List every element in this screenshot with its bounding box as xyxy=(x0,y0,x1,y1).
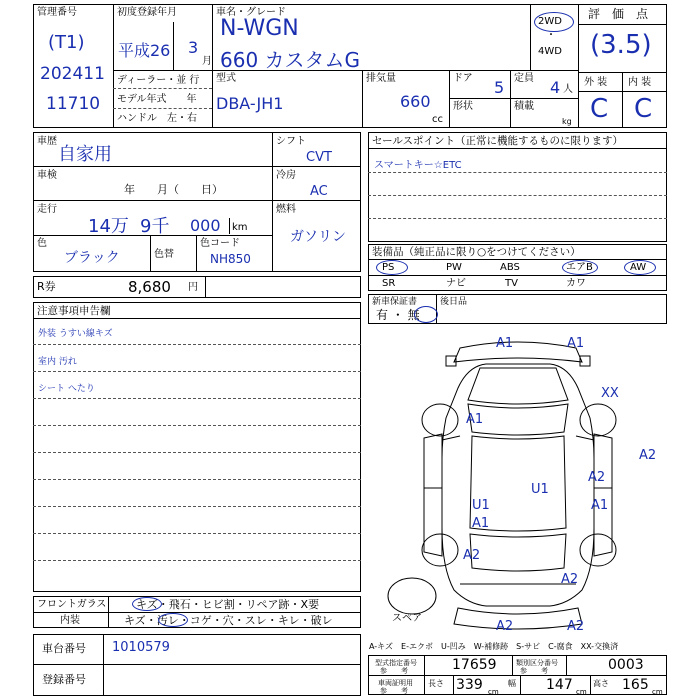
mark-a2-right-side: A2 xyxy=(639,448,657,463)
glass-circle xyxy=(132,597,162,611)
score-label: 評 価 点 xyxy=(588,7,649,21)
ps-circle xyxy=(376,260,408,275)
spare-tire xyxy=(388,578,436,614)
length-value: 339 xyxy=(456,677,483,693)
door-label: ドア xyxy=(453,73,473,84)
later-label: 後日品 xyxy=(440,297,468,307)
mileage-b: 9千 xyxy=(140,216,170,237)
shift-label: シフト xyxy=(276,136,306,147)
type-value: DBA-JH1 xyxy=(216,94,284,113)
mark-a2-right-door: A2 xyxy=(588,470,606,485)
capacity-unit: 人 xyxy=(563,84,573,95)
capacity-label: 定員 xyxy=(514,73,534,84)
drive-2wd: 2WD xyxy=(538,16,562,27)
car-grade: 660 カスタムG xyxy=(220,48,361,72)
load-label: 積載 xyxy=(514,101,534,112)
mark-a2-rear-right: A2 xyxy=(567,619,585,634)
equip-sr: SR xyxy=(382,278,396,289)
class-no-sub: 参 考 xyxy=(520,667,548,675)
reg-month-unit: 月 xyxy=(202,56,212,67)
recolor-label: 色替 xyxy=(154,249,174,260)
shift-value: CVT xyxy=(306,150,332,165)
recycle-label: R券 xyxy=(37,280,56,293)
body-outline xyxy=(442,364,594,606)
equipment-label: 装備品（純正品に限り○をつけてください） xyxy=(372,246,581,258)
width-unit: cm xyxy=(576,688,587,696)
registration-label: 登録番号 xyxy=(42,673,86,686)
wheel-fr xyxy=(580,404,616,436)
cert-label: 車両証明用 xyxy=(378,679,413,687)
rear-window xyxy=(470,534,566,571)
interior-grade: C xyxy=(634,94,653,124)
color-value: ブラック xyxy=(64,250,120,266)
kg-unit: kg xyxy=(562,117,572,126)
notes-frame xyxy=(33,302,361,592)
fuel-value: ガソリン xyxy=(290,229,346,245)
mgmt-code: (T1) xyxy=(48,32,85,53)
note-line-3: シート へたり xyxy=(38,384,95,394)
displacement-label: 排気量 xyxy=(366,73,396,84)
score-value: (3.5) xyxy=(590,30,652,60)
warranty-circle xyxy=(414,306,438,323)
drive-4wd: 4WD xyxy=(538,46,562,57)
length-unit: cm xyxy=(488,688,499,696)
sales-point: スマートキー☆ETC xyxy=(374,160,462,171)
equip-airbag: エアB xyxy=(566,262,593,273)
mark-a1-right-rear: A1 xyxy=(591,498,609,513)
capacity-value: 4 xyxy=(550,78,561,97)
equip-pw: PW xyxy=(446,262,462,273)
car-name: N-WGN xyxy=(220,16,299,41)
width-value: 147 xyxy=(546,677,573,693)
reg-label: 初度登録年月 xyxy=(117,7,177,18)
spare-label: スペア xyxy=(392,613,422,624)
glass-text: キズ・飛石・ヒビ割・リペア跡・X要 xyxy=(136,598,320,611)
note-line-2: 室内 汚れ xyxy=(38,357,77,367)
height-label: 高さ xyxy=(593,679,609,688)
handle-label: ハンドル 左・右 xyxy=(117,113,197,124)
sales-label: セールスポイント（正常に機能するものに限ります） xyxy=(372,135,624,147)
mark-a1-front-left: A1 xyxy=(496,336,514,351)
mark-a1-left-fender: A1 xyxy=(466,412,484,427)
mark-a2-rear-left: A2 xyxy=(496,619,514,634)
dealer-label: ディーラー・並 行 xyxy=(117,75,200,86)
chassis-value: 1010579 xyxy=(112,640,170,655)
reg-era: 平成26 xyxy=(118,41,171,60)
equip-leather: カワ xyxy=(566,278,586,289)
height-value: 165 xyxy=(622,677,649,693)
inspection-label: 車検 xyxy=(37,170,57,181)
chassis-label: 車台番号 xyxy=(42,642,86,655)
mileage-label: 走行 xyxy=(37,204,57,215)
wheel-fl xyxy=(422,404,458,436)
fuel-label: 燃料 xyxy=(276,204,296,215)
type-label: 型式 xyxy=(216,73,236,84)
class-no-value: 0003 xyxy=(608,657,644,673)
hood xyxy=(468,368,568,404)
inspection-value: 年 月（ 日） xyxy=(124,183,223,196)
ac-value: AC xyxy=(310,184,328,199)
door-value: 5 xyxy=(494,78,505,97)
wheel-rl xyxy=(422,534,458,566)
equip-aw: AW xyxy=(630,262,647,273)
wheel-rr xyxy=(580,534,616,566)
mileage-a: 14万 xyxy=(88,216,129,237)
glass-label: フロントガラス xyxy=(37,599,107,610)
interior-circle xyxy=(158,613,188,627)
mileage-c: 000 xyxy=(190,216,221,235)
km-unit: km xyxy=(232,222,248,233)
mark-xx: XX xyxy=(601,386,619,401)
color-code-value: NH850 xyxy=(210,252,251,266)
mark-a2-left-rear: A2 xyxy=(463,548,481,563)
exterior-label: 外 装 xyxy=(584,77,608,88)
interior-label-row: 内装 xyxy=(60,615,80,626)
type-no-value: 17659 xyxy=(452,657,497,673)
mgmt-no2: 11710 xyxy=(46,94,101,114)
shape-label: 形状 xyxy=(453,101,473,112)
exterior-grade: C xyxy=(590,94,609,124)
interior-text: キズ・汚レ・コゲ・穴・スレ・キレ・破レ xyxy=(124,614,333,627)
warranty-value: 有 ・ 無 xyxy=(376,308,420,322)
aw-circle xyxy=(624,260,656,275)
interior-label: 内 装 xyxy=(628,77,652,88)
mark-a1-front-right: A1 xyxy=(567,336,585,351)
mgmt-no1: 202411 xyxy=(40,64,105,84)
cc-unit: cc xyxy=(432,114,443,125)
color-code-label: 色コード xyxy=(200,238,240,249)
equip-abs: ABS xyxy=(500,262,520,273)
displacement-value: 660 xyxy=(400,92,431,111)
airbag-circle xyxy=(562,260,598,275)
recycle-amount: 8,680 xyxy=(128,278,171,296)
left-side xyxy=(424,434,442,556)
reg-month: 3 xyxy=(188,38,199,57)
mark-a2-rear: A2 xyxy=(561,572,579,587)
type-no-sub: 参 考 xyxy=(380,667,408,675)
recycle-unit: 円 xyxy=(188,282,198,293)
front-bumper xyxy=(454,342,582,362)
car-diagram xyxy=(368,328,667,640)
equip-navi: ナビ xyxy=(446,278,466,289)
length-label: 長さ xyxy=(428,679,444,688)
name-label: 車名・グレード xyxy=(216,7,286,18)
rear-bumper xyxy=(454,608,582,629)
history-label: 車歴 xyxy=(37,136,57,147)
mark-a1-left-door: A1 xyxy=(472,516,490,531)
mark-u1-roof: U1 xyxy=(531,482,549,497)
class-no-label: 類別区分番号 xyxy=(516,659,558,667)
ac-label: 冷房 xyxy=(276,170,296,181)
drive-dot: ・ xyxy=(546,30,556,41)
width-label: 幅 xyxy=(508,679,516,688)
color-label: 色 xyxy=(37,238,47,249)
warranty-label: 新車保証書 xyxy=(372,297,418,307)
height-unit: cm xyxy=(652,688,663,696)
type-no-label: 型式指定番号 xyxy=(375,659,417,667)
notes-label: 注意事項申告欄 xyxy=(37,305,111,317)
damage-legend: A-キズ E-エクボ U-凹み W-補修跡 S-サビ C-腐食 XX-交換済 xyxy=(369,642,619,651)
equip-ps: PS xyxy=(382,262,395,273)
mgmt-label: 管理番号 xyxy=(37,7,77,18)
note-line-1: 外装 うすい線キズ xyxy=(38,329,113,339)
history-value: 自家用 xyxy=(58,144,112,165)
model-year-label: モデル年式 年 xyxy=(117,94,197,105)
cert-sub: 参 考 xyxy=(380,687,408,695)
equip-tv: TV xyxy=(505,278,518,289)
mark-u1-left: U1 xyxy=(472,498,490,513)
